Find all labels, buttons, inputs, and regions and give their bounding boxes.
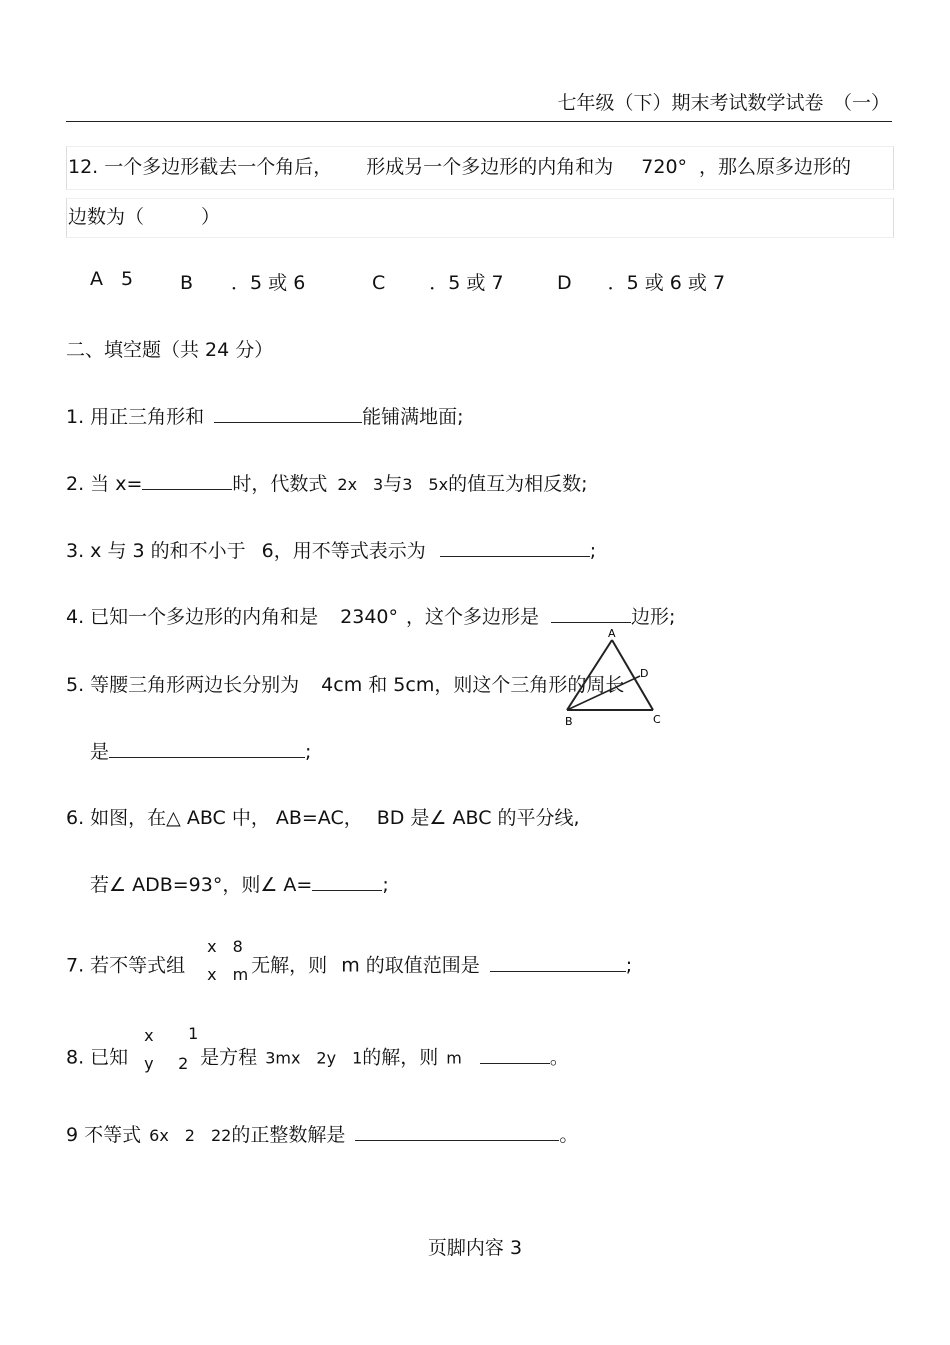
question-12: 12. 一个多边形截去一个角后， 形成另一个多边形的内角和为 720° ，那么原多边形的	[68, 156, 852, 178]
page-footer: 页脚内容 3	[427, 1237, 523, 1259]
header-rule	[66, 121, 892, 122]
answer-blank	[551, 604, 631, 623]
label-a: A	[608, 627, 616, 640]
answer-blank	[142, 471, 232, 490]
answer-blank	[355, 1122, 559, 1141]
option-c: C ．5 或 7	[372, 272, 504, 294]
option-d: D ．5 或 6 或 7	[557, 272, 726, 294]
solution-pair: x 1 y 2	[144, 1024, 199, 1073]
fill-item-4: 4. 已知一个多边形的内角和是 2340° ，这个多边形是 边形;	[66, 606, 676, 628]
fill-item-5: 5. 等腰三角形两边长分别为 4cm 和 5cm，则这个三角形的周长	[66, 674, 625, 696]
answer-blank	[109, 739, 305, 758]
question-12-line2: 边数为（ ）	[68, 206, 221, 228]
fill-item-7: 7. 若不等式组 x 8 x m 无解，则 m 的取值范围是 ;	[66, 944, 632, 988]
label-d: D	[640, 667, 649, 680]
fill-item-6-line2: 若∠ ADB=93°，则∠ A= ;	[90, 874, 389, 896]
page-header: 七年级（下）期末考试数学试卷 （一）	[557, 92, 890, 114]
label-c: C	[653, 713, 661, 726]
fill-item-6: 6. 如图，在△ ABC 中， AB=AC， BD 是∠ ABC 的平分线,	[66, 807, 580, 829]
fill-item-5-line2: 是 ;	[90, 741, 312, 763]
answer-blank	[440, 538, 590, 557]
fill-item-1: 1. 用正三角形和 能铺满地面;	[66, 406, 464, 428]
answer-blank	[490, 953, 626, 972]
answer-blank	[480, 1045, 550, 1064]
option-b: B ．5 或 6	[180, 272, 306, 294]
answer-blank	[214, 404, 362, 423]
label-b: B	[565, 715, 573, 728]
fill-item-8: 8. 已知 x 1 y 2 是方程 3mx 2y 1的解，则 m 。	[66, 1036, 569, 1080]
inequality-system: x 8 x m	[207, 937, 249, 984]
fill-item-9: 9 不等式 6x 2 22的正整数解是 。	[66, 1124, 579, 1146]
option-a: A 5	[90, 268, 134, 290]
triangle-figure	[560, 624, 670, 730]
fill-item-2: 2. 当 x= 时，代数式 2x 3与3 5x的值互为相反数;	[66, 473, 588, 495]
section-2-title: 二、填空题（共 24 分）	[66, 339, 274, 361]
angle-720: 720°	[641, 156, 688, 178]
answer-blank	[312, 872, 382, 891]
fill-item-3: 3. x 与 3 的和不小于 6，用不等式表示为 ;	[66, 540, 597, 562]
